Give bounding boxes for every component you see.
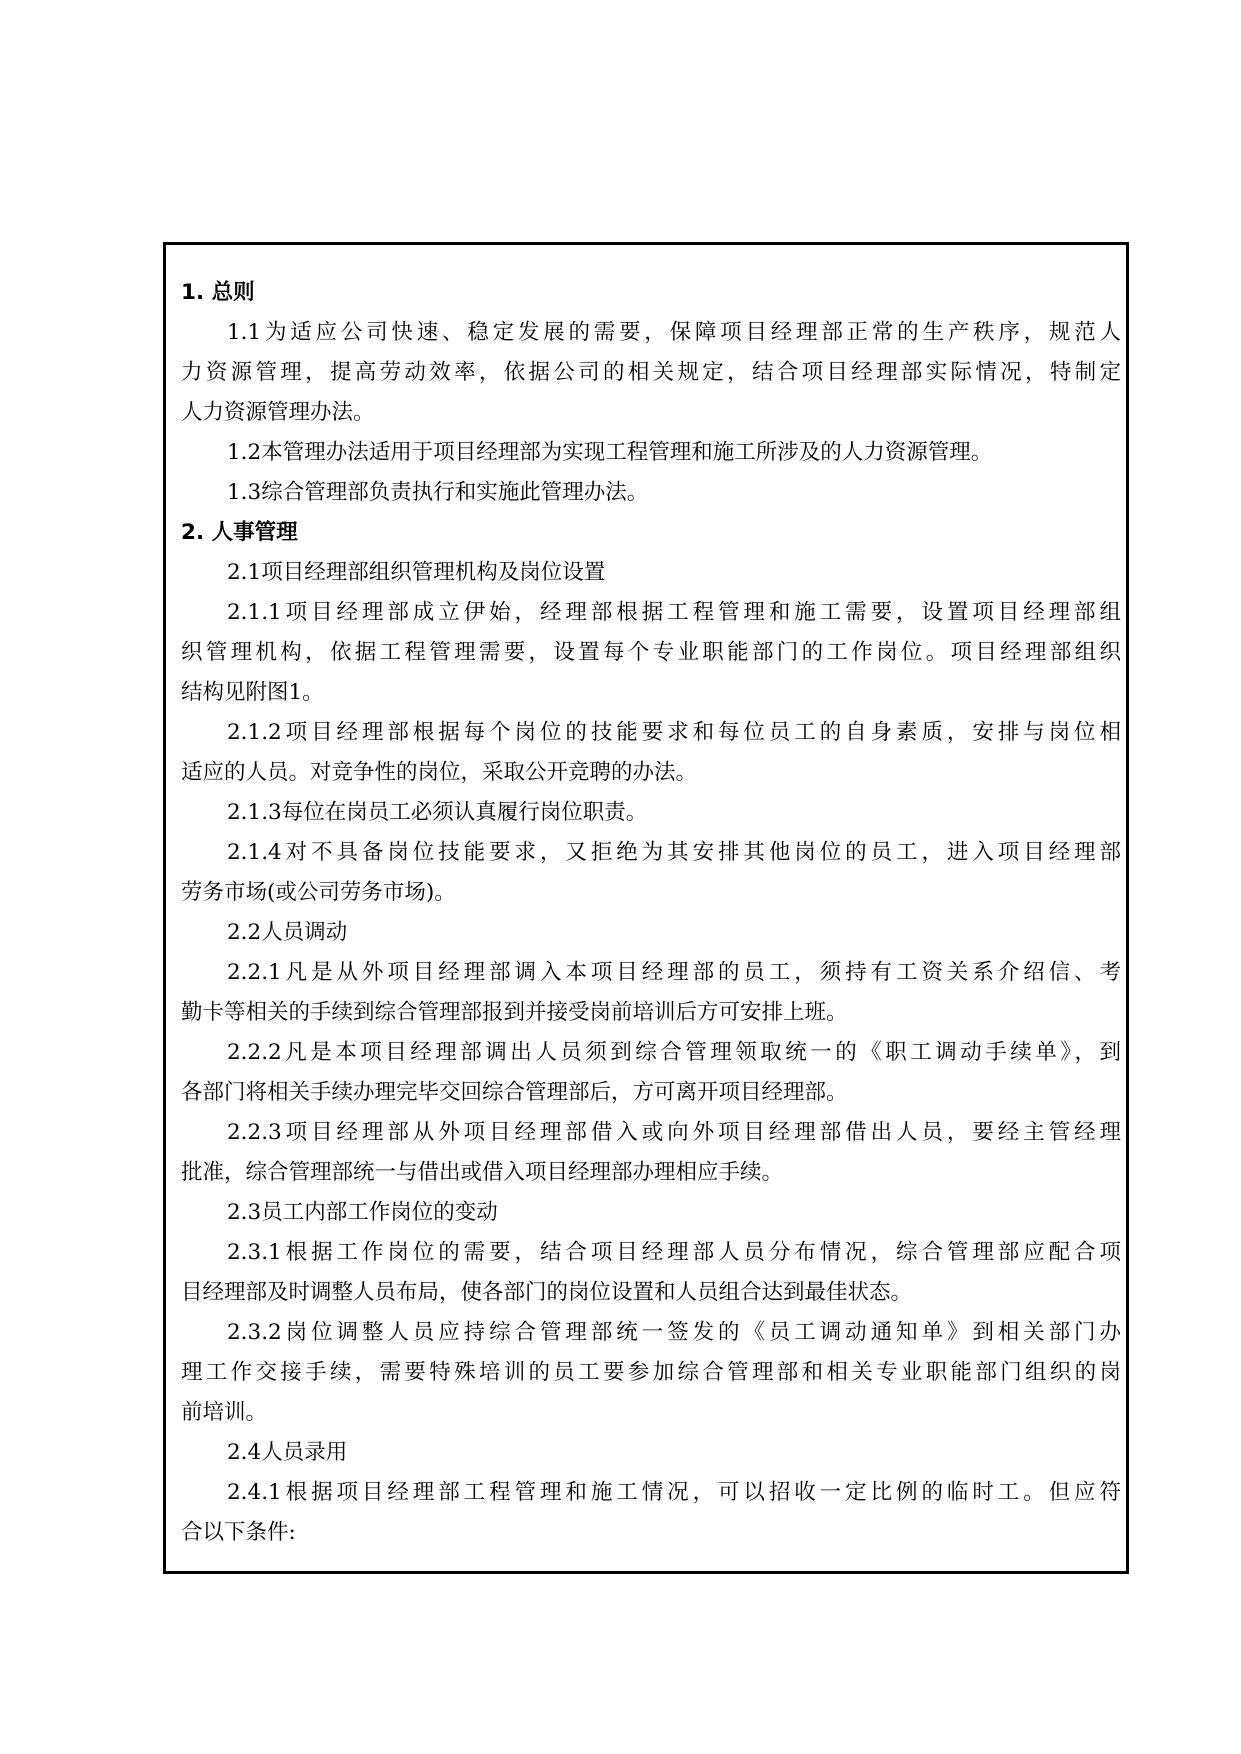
subsection-heading: 2.2人员调动	[227, 920, 348, 945]
paragraph-line: 2.4.1根据项目经理部工程管理和施工情况，可以招收一定比例的临时工。但应符	[227, 1480, 1121, 1505]
paragraph-line: 力资源管理，提高劳动效率，依据公司的相关规定，结合项目经理部实际情况，特制定	[181, 360, 1121, 385]
paragraph-line: 2.3.1根据工作岗位的需要，结合项目经理部人员分布情况，综合管理部应配合项	[227, 1240, 1121, 1265]
paragraph-line: 2.1.4对不具备岗位技能要求，又拒绝为其安排其他岗位的员工，进入项目经理部	[227, 840, 1121, 865]
paragraph-line: 1.3综合管理部负责执行和实施此管理办法。	[227, 480, 649, 505]
paragraph-line: 结构见附图1。	[181, 680, 324, 705]
subsection-heading: 2.1项目经理部组织管理机构及岗位设置	[227, 560, 606, 585]
paragraph-line: 2.2.3项目经理部从外项目经理部借入或向外项目经理部借出人员，要经主管经理	[227, 1120, 1121, 1145]
subsection-heading: 2.3员工内部工作岗位的变动	[227, 1200, 498, 1225]
paragraph-line: 织管理机构，依据工程管理需要，设置每个专业职能部门的工作岗位。项目经理部组织	[181, 640, 1121, 665]
paragraph-line: 目经理部及时调整人员布局，使各部门的岗位设置和人员组合达到最佳状态。	[181, 1280, 913, 1305]
subsection-heading: 2.4人员录用	[227, 1440, 348, 1465]
paragraph-line: 2.1.2项目经理部根据每个岗位的技能要求和每位员工的自身素质，安排与岗位相	[227, 720, 1121, 745]
paragraph-line: 合以下条件:	[181, 1520, 296, 1545]
paragraph-line: 劳务市场(或公司劳务市场)。	[181, 880, 456, 905]
paragraph-line: 理工作交接手续，需要特殊培训的员工要参加综合管理部和相关专业职能部门组织的岗	[181, 1360, 1121, 1385]
paragraph-line: 批准，综合管理部统一与借出或借入项目经理部办理相应手续。	[181, 1160, 784, 1185]
paragraph-line: 1.2本管理办法适用于项目经理部为实现工程管理和施工所涉及的人力资源管理。	[227, 440, 993, 465]
paragraph-line: 2.1.1项目经理部成立伊始，经理部根据工程管理和施工需要，设置项目经理部组	[227, 600, 1121, 625]
section-heading-1: 1. 总则	[181, 280, 255, 305]
paragraph-line: 前培训。	[181, 1400, 268, 1425]
paragraph-line: 2.1.3每位在岗员工必须认真履行岗位职责。	[227, 800, 648, 825]
paragraph-line: 各部门将相关手续办理完毕交回综合管理部后，方可离开项目经理部。	[181, 1080, 848, 1105]
paragraph-line: 人力资源管理办法。	[181, 400, 375, 425]
paragraph-line: 2.2.1凡是从外项目经理部调入本项目经理部的员工，须持有工资关系介绍信、考	[227, 960, 1121, 985]
paragraph-line: 2.2.2凡是本项目经理部调出人员须到综合管理领取统一的《职工调动手续单》，到	[227, 1040, 1121, 1065]
section-heading-2: 2. 人事管理	[181, 520, 298, 545]
paragraph-line: 适应的人员。对竞争性的岗位，采取公开竞聘的办法。	[181, 760, 698, 785]
paragraph-line: 勤卡等相关的手续到综合管理部报到并接受岗前培训后方可安排上班。	[181, 1000, 848, 1025]
paragraph-line: 1.1为适应公司快速、稳定发展的需要，保障项目经理部正常的生产秩序，规范人	[227, 320, 1121, 345]
document-frame	[163, 242, 1129, 1574]
paragraph-line: 2.3.2岗位调整人员应持综合管理部统一签发的《员工调动通知单》到相关部门办	[227, 1320, 1121, 1345]
